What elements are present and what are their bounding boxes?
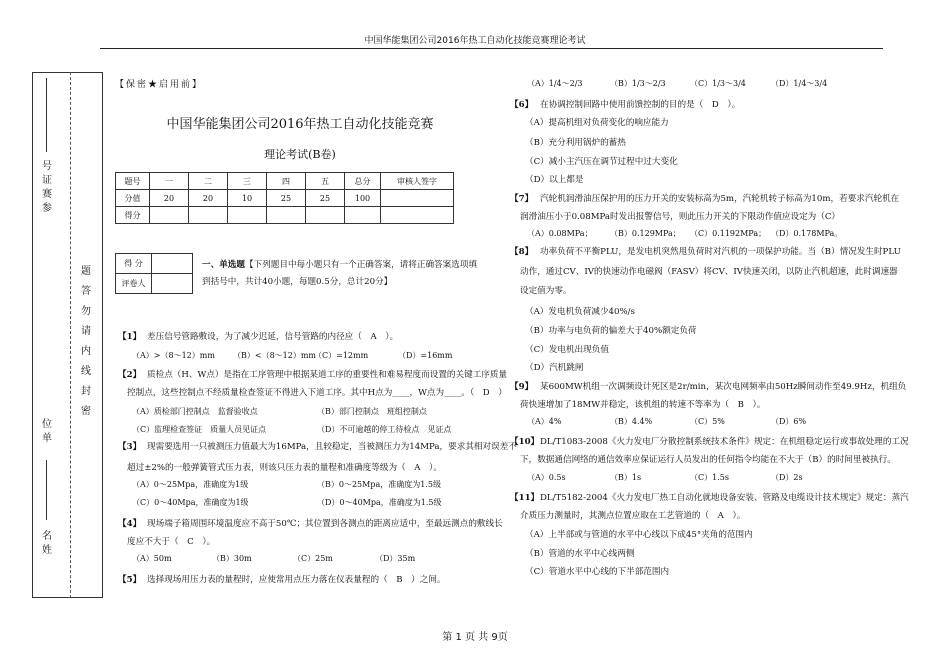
score-header-cell: 三: [228, 173, 267, 190]
question-text-continued: 度应不大于（ C ）。: [127, 537, 216, 547]
score-table-value-row: [116, 190, 454, 207]
question-text-continued: 下，数据通信网络的通信效率应保证运行人员发出的任何指令均能在不大于（B）的时间里被执行。: [520, 455, 896, 465]
answer-option: （C）0～40Mpa，准确度为1级: [132, 498, 249, 507]
ticket-underline: [46, 78, 47, 152]
secret-mark: 【保密★启用前】: [115, 80, 204, 90]
answer-option: （D）1/4～3/4: [771, 79, 828, 88]
answer-option: （D）2s: [771, 473, 803, 482]
exam-title: 中国华能集团公司2016年热工自动化技能竞赛: [166, 117, 434, 132]
answer-option: （A）0～25Mpa，准确度为1级: [132, 480, 249, 489]
score-header-cell: 题号: [116, 173, 150, 190]
score-value-cell: 10: [228, 190, 267, 207]
answer-option: （D）6%: [771, 417, 807, 426]
question-text: 质检点（H、W点）是指在工序管理中根据某道工序的重要性和难易程度而设置的关键工序质量: [147, 370, 508, 380]
question-text-continued: 润滑油压小于0.08MPa时发出报警信号，则此压力开关的下限动作值应设定为（C）: [520, 212, 841, 222]
answer-option: （B）充分利用锅炉的蓄热: [525, 138, 626, 148]
header-rule: [100, 48, 883, 49]
reviewer-label: 评卷人: [121, 279, 146, 288]
question-text-continued: 介质压力测量时，其测点位置应取在工艺管道的（ A ）。: [520, 511, 746, 521]
seal-notice: 题 答 勿 请 内 线 封 密: [81, 266, 91, 417]
exam-subtitle: 理论考试(B卷): [264, 148, 336, 161]
answer-option: （C）1.5s: [690, 473, 729, 482]
score-got-cell[interactable]: [150, 207, 189, 224]
question-text: 差压信号管路敷设，为了减少迟延，信号管路的内径应（ A ）。: [147, 332, 399, 342]
page-header-title: 中国华能集团公司2016年热工自动化技能竞赛理论考试: [364, 36, 586, 46]
question-text: 某600MW机组一次调频设计死区是2r/min，某次电网频率由50Hz瞬间动作至49.9Hz，机组负: [540, 382, 907, 392]
score-header-cell: 总分: [345, 173, 381, 190]
answer-option: （C）1/3～3/4: [690, 79, 746, 88]
question-number: 【2】: [118, 370, 142, 380]
reviewer-fill-cell[interactable]: [152, 274, 192, 294]
score-got-cell[interactable]: [306, 207, 345, 224]
score-got-cell[interactable]: [228, 207, 267, 224]
answer-option: （D）35m: [375, 554, 416, 563]
score-value-cell: 20: [150, 190, 189, 207]
question-number: 【8】: [510, 247, 534, 257]
answer-option: （D）以上都是: [525, 175, 584, 185]
score-got-cell[interactable]: [345, 207, 381, 224]
question-text-continued: 设定值为零。: [520, 286, 572, 296]
question-text: 汽轮机润滑油压保护用的压力开关的安装标高为5m，汽轮机转子标高为10m，若要求汽轮机在: [540, 194, 900, 204]
answer-option: （C）管道水平中心线的下半部范围内: [525, 567, 670, 577]
answer-option: （B）1s: [610, 473, 642, 482]
section-instructions: [202, 257, 502, 291]
score-got-cell[interactable]: [267, 207, 306, 224]
answer-option: （D）0.178MPa。: [771, 229, 843, 238]
question-number: 【6】: [510, 100, 534, 110]
score-value-cell: 100: [345, 190, 381, 207]
question-text-continued: 控制点，这些控制点不经质量检查签证不得进入下道工序。其中H点为____，W点为____。（ D ）: [127, 388, 507, 398]
question-number: 【5】: [118, 575, 142, 585]
answer-option: （B）0.129MPa；: [610, 229, 681, 238]
score-table-header-row: [116, 173, 454, 190]
section-instructions-line2: 到括号中，共计40小题，每题0.5分，总计20分】: [202, 277, 393, 287]
question-text: 现需要选用一只被测压力值最大为16MPa，且较稳定，当被测压力为14MPa，要求其相对误差不: [147, 442, 517, 452]
answer-option: （C）监理检查签证 质量人员见证点: [132, 425, 267, 434]
question-text: 现场端子箱周围环境温度应不高于50℃；其位置到各测点的距离应适中，至最远测点的敷线长: [147, 519, 503, 529]
score-header-cell: 五: [306, 173, 345, 190]
answer-option: （B）30m: [212, 554, 252, 563]
answer-option: （C）5%: [690, 417, 725, 426]
question-text: DL/T5182-2004《火力发电厂热工自动化就地设备安装、管路及电缆设计技术规定》规定：蒸汽: [540, 493, 909, 503]
question-text-continued: 荷快速增加了18MW并稳定，该机组的转速不等率为（ B ）。: [520, 400, 766, 410]
name-label: 名 姓: [42, 531, 52, 556]
grade-label-column: [115, 253, 152, 294]
question-number: 【1】: [118, 332, 142, 342]
score-fill-cell[interactable]: [152, 254, 192, 274]
unit-underline: [46, 460, 47, 520]
seal-dashed-line: [70, 72, 71, 598]
answer-option: （C）=12mm: [314, 351, 369, 360]
question-number: 【11】: [510, 493, 540, 503]
answer-option: （A）0.5s: [527, 473, 566, 482]
answer-option: （B）4.4%: [610, 417, 653, 426]
score-header-cell: 审核人签字: [381, 173, 454, 190]
score-table: [115, 172, 454, 224]
answer-option: （B）管道的水平中心线两侧: [525, 549, 635, 559]
answer-option: （A）>（8～12）mm: [132, 351, 215, 360]
question-text: 在协调控制回路中使用前馈控制的目的是（ D ）。: [540, 100, 741, 110]
score-value-cell: [381, 190, 454, 207]
answer-option: （A）发电机负荷减少40%/s: [525, 307, 635, 317]
question-text-continued: 动作，通过CV、IV的快速动作电磁阀（FASV）将CV、IV快速关闭，以防止汽机超速，此时调速器: [520, 267, 898, 277]
question-text-continued: 超过±2%的一般弹簧管式压力表，则该只压力表的量程和准确度等级为（ A ）。: [127, 463, 442, 473]
question-number: 【7】: [510, 194, 534, 204]
section-instructions-line1: 【下列题目中每小题只有一个正确答案，请将正确答案选项填: [244, 260, 478, 270]
score-value-cell: 分值: [116, 190, 150, 207]
answer-option: （A）上半部或与管道的水平中心线以下成45°夹角的范围内: [525, 530, 753, 540]
answer-option: （D）=16mm: [398, 351, 453, 360]
answer-option: （B）功率与电负荷的偏差大于40%额定负荷: [525, 326, 697, 336]
answer-option: （B）1/3～2/3: [610, 79, 666, 88]
score-got-cell[interactable]: [189, 207, 228, 224]
section-grade-box: [115, 253, 500, 294]
answer-option: （A）提高机组对负荷变化的响应能力: [525, 118, 669, 128]
answer-option: （A）质检部门控制点 监督验收点: [132, 407, 258, 416]
answer-option: （C）0.1192MPa；: [690, 229, 767, 238]
unit-label: 位 单: [42, 419, 52, 444]
score-label: 得 分: [116, 254, 151, 274]
question-text: DL/T1083-2008《火力发电厂分散控制系统技术条件》规定：在机组稳定运行或事故处理的工况: [540, 437, 909, 447]
answer-option: （A）50m: [132, 554, 172, 563]
question-number: 【3】: [118, 442, 142, 452]
question-text: 功率负荷不平衡PLU，是发电机突然甩负荷时对汽机的一项保护功能。当（B）情况发生时PLU: [540, 247, 901, 257]
score-table-got-row: [116, 207, 454, 224]
question-number: 【10】: [510, 437, 540, 447]
answer-option: （A）0.08MPa；: [527, 229, 593, 238]
score-got-cell[interactable]: [381, 207, 454, 224]
answer-option: （A）4%: [527, 417, 562, 426]
answer-option: （B）<（8～12）mm: [233, 351, 317, 360]
answer-option: （D）0～40Mpa，准确度为1.5级: [317, 498, 442, 507]
score-value-cell: 25: [267, 190, 306, 207]
answer-option: （B）部门控制点 班组控制点: [317, 407, 427, 416]
question-number: 【4】: [118, 519, 142, 529]
score-header-cell: 一: [150, 173, 189, 190]
answer-option: （D）不可逾越的停工待检点 见证点: [317, 425, 452, 434]
question-number: 【9】: [510, 382, 534, 392]
answer-option: （C）发电机出现负值: [525, 345, 609, 355]
score-value-cell: 25: [306, 190, 345, 207]
grade-fill-column: [151, 253, 193, 294]
score-header-cell: 二: [189, 173, 228, 190]
page-footer: 第 1 页 共 9页: [442, 632, 508, 643]
score-value-cell: 20: [189, 190, 228, 207]
answer-option: （C）25m: [293, 554, 333, 563]
score-got-cell: 得分: [116, 207, 150, 224]
section-heading: 一、单选题: [202, 260, 245, 270]
answer-option: （D）汽机跳闸: [525, 363, 584, 373]
ticket-number-label: 号 证 赛 参: [42, 161, 52, 214]
score-header-cell: 四: [267, 173, 306, 190]
answer-option: （C）减小主汽压在调节过程中过大变化: [525, 157, 678, 167]
question-text: 选择现场用压力表的量程时，应使常用点压力落在仪表量程的（ B ）之间。: [147, 575, 446, 585]
answer-option: （B）0～25Mpa，准确度为1.5级: [317, 480, 441, 489]
answer-option: （A）1/4～2/3: [527, 79, 583, 88]
